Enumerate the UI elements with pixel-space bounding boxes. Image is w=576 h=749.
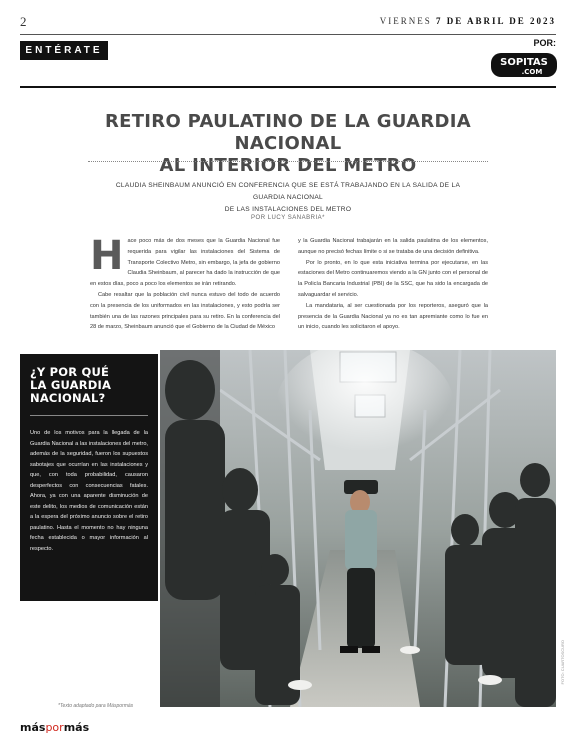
subhead xyxy=(110,180,466,216)
logo-part-c: más xyxy=(63,721,90,734)
byline: POR LUCY SANABRIA* xyxy=(251,215,325,221)
dateline xyxy=(380,16,556,26)
sidebar-body: Uno de los motivos para la llegada de la Guardia Nacional a las instalaciones del metro, además de la seguridad, fueron los supuestos sabotajes que ocurrían en las instalaciones y que, con toda probabilidad, causaron desperfectos con consecuencias fatales. Ahora, ya con una aparente disminución de este delito, los medios de comunicación están a la espera del próximo anuncio sobre el retiro paulatino. Hasta el momento no hay ninguna fecha establecida o mayor información al respecto. xyxy=(30,430,148,552)
section-tag: ENTÉRATE xyxy=(20,41,108,60)
sidebar-title-line: LA GUARDIA xyxy=(30,378,112,392)
article-paragraph: ace poco más de dos meses que la Guardia Nacional fue requerida para vigilar las instalaciones del Sistema de Transporte Colectivo Metro, sin embargo, la jefa de gobierno Claudia Sheinbaum, al parecer ha dado la instrucción de que en estos días, poco a poco los elementos se irán retirando. xyxy=(90,238,280,288)
article-paragraph: La mandataria, al ser cuestionada por los reporteros, aseguró que la presencia de la Guardia Nacional ya no es tan apremiante como lo fue en un inicio, cuando les solicitaron el apoyo. xyxy=(298,302,488,331)
adaptation-note: *Texto adaptado para Máspormás xyxy=(58,703,134,709)
photo-credit: FOTO: CUARTOSCURO xyxy=(560,640,565,685)
article-paragraph: Cabe resaltar que la población civil nunca estuvo del todo de acuerdo con la presencia de los uniformados en las instalaciones, y esto podría ser también una de las razones principales para su retiro. En la conferencia del 28 de marzo, Sheinbaum anunció que el Gobierno de la Ciudad de México xyxy=(90,291,280,331)
article-paragraph: y la Guardia Nacional trabajarán en la salida paulatina de los elementos, aunque no precisó fechas límite o si se trataba de una decisión definitiva. xyxy=(298,238,488,255)
sidebar-title-line: ¿Y POR QUÉ xyxy=(30,365,110,379)
headline-line-1: RETIRO PAULATINO DE LA GUARDIA NACIONAL xyxy=(104,111,472,154)
sponsor-label: POR: xyxy=(533,38,556,48)
sidebar-box xyxy=(20,354,158,601)
top-rule xyxy=(20,34,556,35)
logo-part-b: por xyxy=(45,721,64,734)
maspormas-logo xyxy=(20,721,89,734)
sidebar-title xyxy=(30,366,148,405)
article-column-left xyxy=(90,233,280,333)
subhead-line-2: DE LAS INSTALACIONES DEL METRO xyxy=(224,206,352,213)
article-paragraph: Por lo pronto, en lo que esta iniciativa termina por ejecutarse, en las estaciones del Metro continuaremos viendo a la GN junto con el personal de la Policía Bancaria Industrial (PBI) de la SSC, que ha sido la encargada de salvaguardar el servicio. xyxy=(298,259,488,298)
page-number: 2 xyxy=(20,14,27,29)
headline xyxy=(60,111,516,177)
dateline-day: VIERNES xyxy=(379,16,432,26)
dotted-divider xyxy=(88,161,488,162)
logo-part-a: más xyxy=(20,721,46,734)
sidebar-title-line: NACIONAL? xyxy=(30,391,106,405)
dateline-date: 7 DE ABRIL DE 2023 xyxy=(435,16,556,26)
metro-train-photo xyxy=(160,350,556,707)
dropcap: H xyxy=(90,233,124,279)
subhead-line-1: CLAUDIA SHEINBAUM ANUNCIÓ EN CONFERENCIA QUE SE ESTÁ TRABAJANDO EN LA SALIDA DE LA GUARDIA NACIONAL xyxy=(115,182,461,201)
sopitas-logo xyxy=(490,52,558,78)
logo-bottom-text: .COM xyxy=(521,68,543,76)
logo-top-text: SOPITAS xyxy=(500,57,548,68)
headline-line-2: AL INTERIOR DEL METRO xyxy=(159,155,417,176)
article-column-right xyxy=(298,236,488,333)
header-rule xyxy=(20,86,556,88)
sidebar-divider xyxy=(30,415,148,416)
